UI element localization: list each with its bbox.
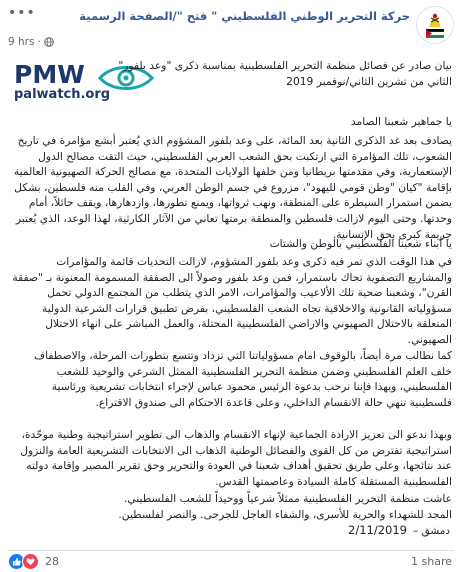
- heart-icon: [22, 553, 39, 570]
- post-paragraph: يصادف بعد غد الذكرى الثانية بعد المائة، على وعد بلفور المشؤوم الذي يُعتبر أبشع مؤامرة في تاريخ الشعوب، تلك المؤامرة التي ارتكبت بحق الشعب العربي الفلسطيني، حيث التقت مصالح الدول الإستعمارية، وفي مقدمتها بريطانيا ومن خلفها الولايات المتحدة، مع مصالح الحركة الصهيونية العالمية بإقامة "كيان "وطن قومي لليهود"، مزروع في جسم الوطن العربي، وفي القلب منه فلسطين، بشكل يضمن استمرار السيطرة على المنطقة، ونهب ثرواتها، ويمنع تطورها، وازدهارها، ويقف حائلاً، أمام وحدتها. وحتى اليوم لازالت فلسطين والمنطقة برمتها تعاني من الآثار الكارثية، لهذا الوعد، الذي يُعتبر جريمة كبرى بحق الإنسانية.: [13, 134, 452, 241]
- post-paragraph: المجد للشهداء والحرية للأسرى، والشفاء العاجل للجرحى. والنصر لفلسطين.: [118, 508, 452, 521]
- avatar[interactable]: [416, 6, 454, 44]
- post-paragraph: في هذا الوقت الذي تمر فيه ذكرى وعد بلفور المشؤوم، لازالت التحديات قائمة والمؤامرات والمشاريع التصفوية تحاك باستمرار، فمن وعد بلفور وصولاً الى الصفقة المسمومة المعنونة بـ "صفقة القرن"، وشعبنا ضحية تلك الألاعيب والمؤامرات، الامر الذي يتطلب من المجتمع الدولي تحمل مسؤولياته القانونية والاخلاقية تجاه الشعب الفلسطيني، بفرض تطبيق قرارات الشرعية الدولية المتعلقة بالاحتلال الصهيوني والاراضي الفلسطينية المحتلة، والعمل المباشر على انهاء الاحتلال الصهيوني.: [12, 255, 452, 346]
- fatah-emblem-icon: [417, 7, 453, 43]
- post-meta: 9 hrs ·: [8, 36, 54, 48]
- pmw-url: palwatch.org: [14, 87, 111, 102]
- post-paragraph: يا أبناء شعبنا الفلسطيني بالوطن والشتات: [269, 237, 452, 250]
- globe-icon: [44, 37, 54, 47]
- reaction-count[interactable]: 28: [45, 555, 59, 568]
- divider: [8, 550, 454, 551]
- post-paragraph: عاشت منظمة التحرير الفلسطينية ممثلاً شرعياً ووحيداً للشعب الفلسطيني.: [123, 492, 452, 505]
- post-paragraph: كما نطالب مرة أيضاً، بالوقوف امام مسؤولياتنا التي تزداد وتتسع بتطورات المرحلة، والاصطفاف خلف العلم الفلسطيني وضمن منظمة التحرير الفلسطينية الممثل الشرعي والوحيد للشعب الفلسطيني، وبهذا فإننا نرحب بدعوة الرئيس محمود عباس لإجراء انتخابات تشريعية ورئاسية فلسطينية تنهي حالة الانقسام الداخلي، وعلى قاعدة الاحتكام الى صندوق الاقتراع.: [33, 349, 452, 409]
- page-name[interactable]: حركة التحرير الوطني الفلسطيني " فتح "/الصفحة الرسمية: [79, 9, 410, 23]
- date-value: 2/11/2019: [348, 523, 407, 537]
- share-count[interactable]: 1 share: [411, 555, 452, 568]
- post-date: [348, 523, 450, 537]
- post-header: [0, 0, 462, 52]
- place-name: دمشق –: [412, 525, 450, 537]
- post-paragraph: وبهذا ندعو الى تعزيز الارادة الجماعية لإنهاء الانقسام والذهاب الى تطوير استراتيجية وطنية موحّدة، استراتيجية تفترض من كل القوى والفصائل الوطنية الذهاب الى الانتخابات التشريعية العامة والنزول عند نتائجها، وعلى طريق تحقيق أهداف شعبنا في العودة والتحرير وحق تقرير المصير وإقامة دولته الفلسطينية المستقلة كاملة السيادة وعاصمتها القدس.: [20, 428, 452, 488]
- reactions-summary[interactable]: [8, 553, 59, 570]
- post-title: [118, 58, 452, 90]
- title-line: الثاني من تشرين الثاني/نوفمبر 2019: [286, 75, 452, 88]
- title-line: بيان صادر عن فصائل منظمة التحرير الفلسطينية بمناسبة ذكرى "وعد بلفور": [118, 59, 452, 72]
- more-icon[interactable]: •••: [8, 5, 36, 21]
- pmw-wordmark: PMW: [14, 60, 85, 89]
- greeting: يا جماهير شعبنا الصامد: [350, 115, 452, 128]
- timestamp[interactable]: 9 hrs: [8, 36, 35, 48]
